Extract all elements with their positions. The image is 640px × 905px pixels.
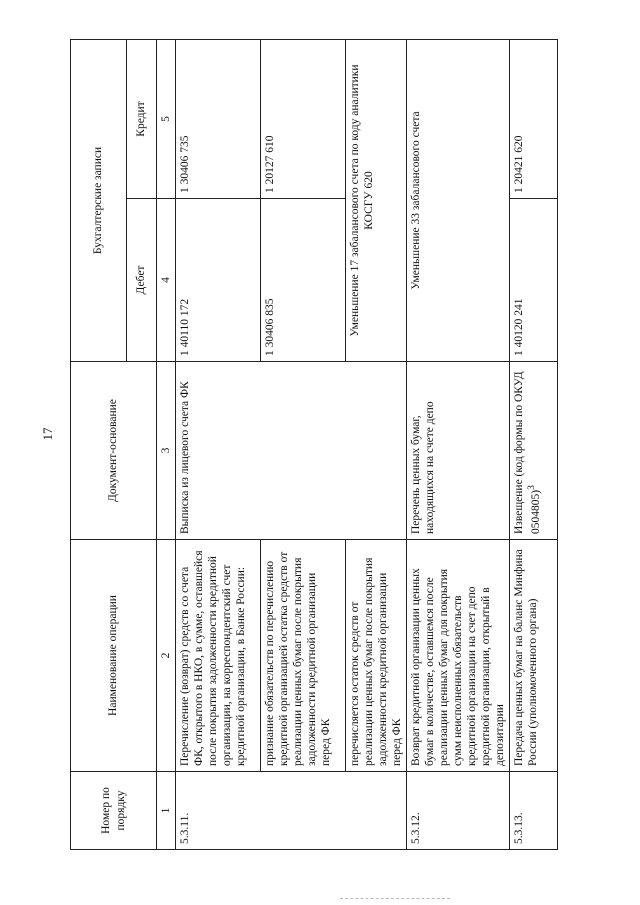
offbalance-entry: Уменьшение 17 забалансового счета по коду аналитики КОСГУ 620 bbox=[346, 40, 407, 362]
table-row bbox=[510, 40, 558, 850]
colnum-1: 1 bbox=[157, 772, 176, 850]
operation-name: Перечисление (возврат) средств со счета ФК, открытого в НКО, в сумме, оставшейся после покрытия задолженности кредитной организации, на корреспондентский счет кредитной организации, в Банке России: bbox=[176, 540, 261, 772]
colnum-3: 3 bbox=[157, 362, 176, 540]
row-number: 5.3.12. bbox=[407, 772, 510, 850]
footnote-mark: 3 bbox=[526, 485, 538, 490]
debit-account: 1 30406 835 bbox=[261, 199, 346, 362]
table-row bbox=[176, 40, 261, 850]
header-debit: Дебет bbox=[127, 199, 157, 362]
operation-name: признание обязательств по перечислению кредитной организацией остатка средств от реализации ценных бумаг после покрытия задолженности кредитной организации перед ФК bbox=[261, 540, 346, 772]
credit-account: 1 30406 735 bbox=[176, 40, 261, 199]
table-row bbox=[407, 40, 510, 850]
debit-account: 1 40120 241 bbox=[510, 199, 558, 362]
header-row bbox=[71, 40, 127, 850]
document-basis: Выписка из лицевого счета ФК bbox=[176, 362, 407, 540]
rotated-table-wrapper bbox=[70, 40, 620, 850]
header-num: Номер по порядку bbox=[71, 772, 157, 850]
debit-account: 1 40110 172 bbox=[176, 199, 261, 362]
page-number: 17 bbox=[40, 427, 55, 441]
colnum-2: 2 bbox=[157, 540, 176, 772]
offbalance-entry: Уменьшение 33 забалансового счета bbox=[407, 40, 510, 362]
column-numbers-row bbox=[157, 40, 176, 850]
colnum-5: 5 bbox=[157, 40, 176, 199]
header-accounting-entries: Бухгалтерские записи bbox=[71, 40, 127, 362]
row-number: 5.3.11. bbox=[176, 772, 407, 850]
credit-account: 1 20127 610 bbox=[261, 40, 346, 199]
credit-account: 1 20421 620 bbox=[510, 40, 558, 199]
colnum-4: 4 bbox=[157, 199, 176, 362]
header-credit: Кредит bbox=[127, 40, 157, 199]
operation-name: Возврат кредитной организации ценных бумаг в количестве, оставшемся после реализации ценных бумаг для покрытия сумм неисполненных обязательств кредитной организации на счет депо кредитной организации, открытый в депозитарии bbox=[407, 540, 510, 772]
header-document: Документ-основание bbox=[71, 362, 157, 540]
operation-name: перечисляется остаток средств от реализации ценных бумаг после покрытия задолженности кредитной организации перед ФК bbox=[346, 540, 407, 772]
accounting-operations-table bbox=[70, 39, 558, 850]
operation-name: Передача ценных бумаг на баланс Минфина России (уполномоченного органа) bbox=[510, 540, 558, 772]
document-basis bbox=[510, 362, 558, 540]
document-basis-text: Извещение (код формы по ОКУД 0504805) bbox=[513, 371, 543, 534]
document-basis: Перечень ценных бумаг, находящихся на счете депо bbox=[407, 362, 510, 540]
row-number: 5.3.13. bbox=[510, 772, 558, 850]
header-operation-name: Наименование операции bbox=[71, 540, 157, 772]
scan-artifact-line bbox=[340, 898, 450, 900]
